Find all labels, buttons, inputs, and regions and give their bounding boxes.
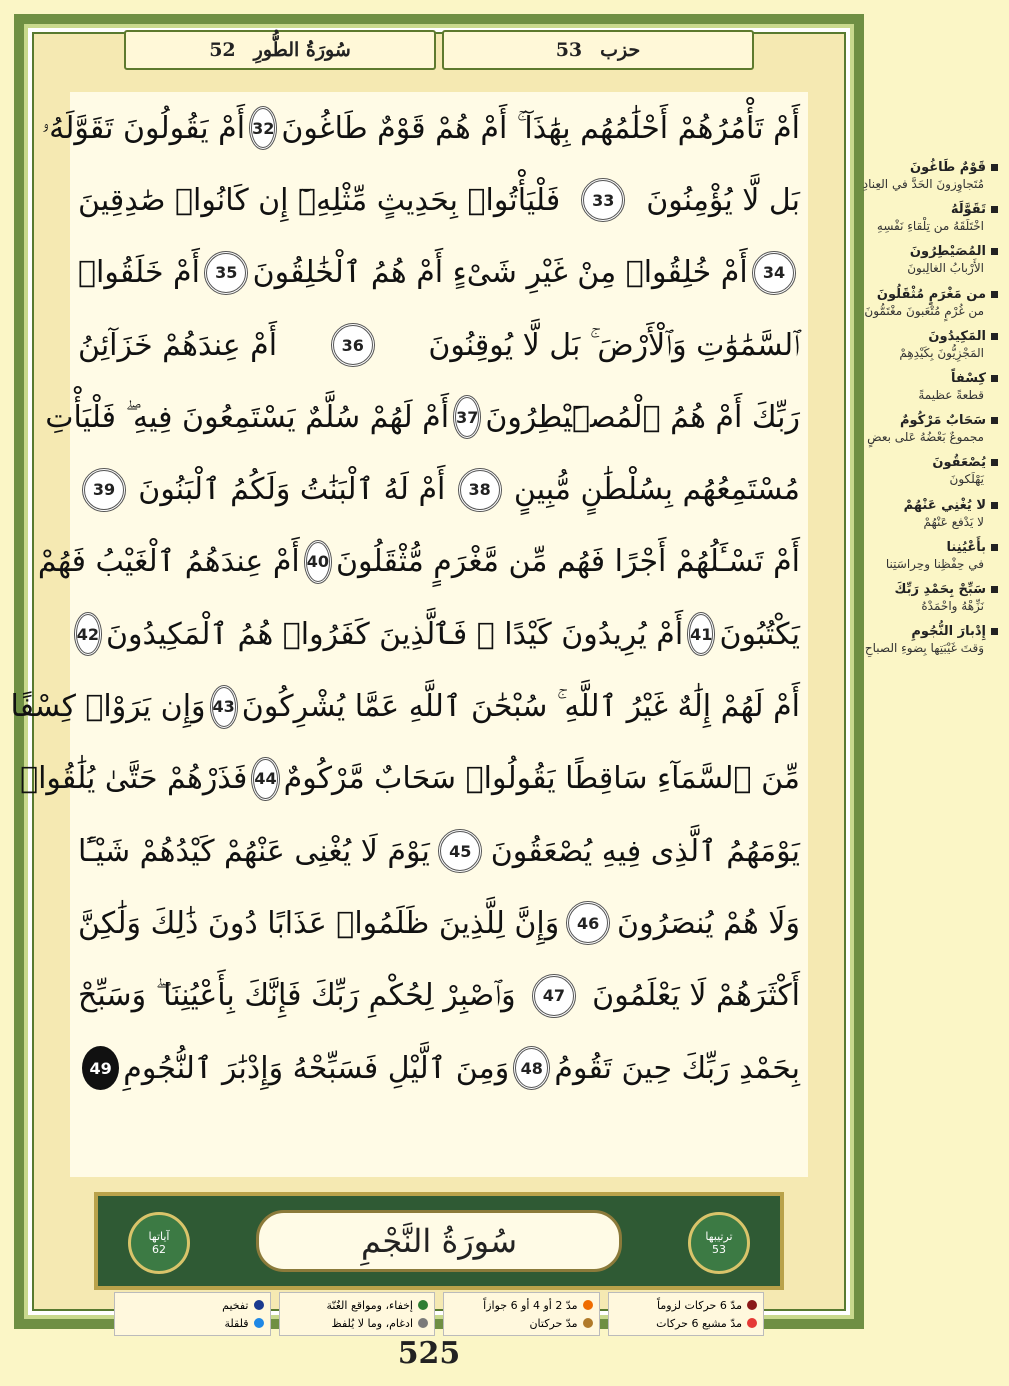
ayah-marker-icon: 38	[458, 468, 502, 512]
glossary-entry	[858, 498, 998, 532]
color-dot-icon	[418, 1318, 428, 1328]
next-surah-title: سُورَةُ النَّجْمِ	[361, 1222, 517, 1260]
verse-line	[70, 887, 808, 959]
verse-text: بِحَمْدِ رَبِّكَ حِينَ تَقُومُ	[554, 1050, 800, 1086]
legend-col-4	[114, 1292, 271, 1336]
glossary-entry	[858, 455, 998, 489]
glossary-meaning: في حِفْظِنا وحِراسَتِنا	[885, 556, 984, 571]
ayah-count-medallion	[128, 1212, 190, 1274]
glossary-entry	[858, 624, 998, 658]
verse-text: فَلْيَأْتُوا۟ بِحَدِيثٍ مِّثْلِهِۦٓ إِن كَانُوا۟ صَٰدِقِينَ	[78, 182, 561, 218]
glossary-meaning: يَهْلَكونَ	[949, 472, 984, 487]
verse-text: أَمْ يَقُولُونَ تَقَوَّلَهُۥ	[41, 110, 246, 146]
glossary-entry	[858, 202, 998, 236]
glossary-entry	[858, 329, 998, 363]
legend-col-3	[279, 1292, 436, 1336]
surah-header-box	[124, 30, 436, 70]
glossary-word: بأَعْيُنِنا	[858, 540, 998, 555]
verse-text: أَمْ لَهُمْ سُلَّمٌ يَسْتَمِعُونَ فِيهِ ۖ فَلْيَأْتِ	[45, 399, 450, 435]
glossary-meaning: وَقتَ غَيْبَتِها بِضوءِ الصباحِ	[864, 641, 984, 656]
verse-line	[10, 670, 808, 742]
glossary-meaning: لا يَدْفع عَنْهُمْ	[923, 514, 984, 529]
glossary-entry	[858, 244, 998, 278]
glossary-word: من مَغْرَمٍ مُثْقَلُونَ	[858, 287, 998, 302]
verse-text: مُسْتَمِعُهُم بِسُلْطَٰنٍ مُّبِينٍ	[513, 472, 800, 508]
verse-text: ٱلسَّمَٰوَٰتِ وَٱلْأَرْضَ ۚ بَل لَّا يُوقِنُونَ	[428, 327, 800, 363]
verse-text: وَلَا هُمْ يُنصَرُونَ	[617, 905, 800, 941]
verse-text: أَكْثَرَهُمْ لَا يَعْلَمُونَ	[592, 978, 800, 1014]
verse-line	[70, 598, 808, 670]
verse-text: مِّنَ ٱلسَّمَآءِ سَاقِطًا يَقُولُوا۟ سَحَابٌ مَّرْكُومٌ	[283, 761, 800, 797]
hizb-number: 53	[555, 39, 583, 61]
order-number: 53	[712, 1243, 726, 1256]
legend-label: إخفاء، ومواقع الغُنّة	[326, 1298, 413, 1312]
verse-text: أَمْ لَهُمْ إِلَٰهٌ غَيْرُ ٱللَّهِ ۚ سُبْحَٰنَ ٱللَّهِ عَمَّا يُشْرِكُونَ	[241, 689, 800, 725]
legend-label: مدّ 6 حركات لزوماً	[657, 1298, 742, 1312]
ayah-marker-icon: 45	[438, 829, 482, 873]
color-dot-icon	[583, 1300, 593, 1310]
glossary-word: سَحَابٌ مَرْكُومٌ	[858, 413, 998, 428]
verse-line	[70, 960, 808, 1032]
ayah-marker-icon: 42	[74, 612, 102, 656]
verse-text: أَمْ تَأْمُرُهُمْ أَحْلَٰمُهُم بِهَٰذَآ ۚ أَمْ هُمْ قَوْمٌ طَاغُونَ	[281, 110, 800, 146]
verse-text: أَمْ عِندَهُمُ ٱلْغَيْبُ فَهُمْ	[37, 544, 300, 580]
glossary-meaning: الأَرْبابُ الغالِبونَ	[907, 261, 984, 276]
surah-page-number: 52	[209, 39, 236, 61]
ayah-marker-icon: 37	[453, 395, 481, 439]
ayah-marker-icon: 43	[210, 685, 238, 729]
verse-text: وَٱصْبِرْ لِحُكْمِ رَبِّكَ فَإِنَّكَ بِأَعْيُنِنَا ۖ وَسَبِّحْ	[78, 978, 516, 1014]
surah-name: سُورَةُ الطُّورِ	[253, 39, 351, 61]
glossary-meaning: اخْتَلَقَهُ من تِلْقاءِ نَفْسِهِ	[876, 219, 984, 234]
glossary-entry	[858, 371, 998, 405]
color-dot-icon	[418, 1300, 428, 1310]
glossary-word: تَقَوَّلَهُ	[858, 202, 998, 217]
color-dot-icon	[254, 1318, 264, 1328]
page-frame	[10, 14, 864, 1330]
glossary-meaning: المَجْزِيُّونَ بِكَيْدِهِمْ	[899, 345, 984, 360]
color-dot-icon	[254, 1300, 264, 1310]
ayah-marker-icon: 32	[249, 106, 277, 150]
legend-col-1	[608, 1292, 765, 1336]
surah-banner	[94, 1192, 784, 1290]
glossary-entry	[858, 287, 998, 321]
legend-label: تفخيم	[222, 1298, 249, 1312]
page-header	[124, 30, 754, 70]
glossary-meaning: مُتَجاوِزونَ الحَدَّ في العِنادِ	[862, 177, 984, 191]
quran-text-area	[10, 92, 808, 1177]
glossary-entry	[858, 160, 998, 194]
ayah-count-label: آياتها	[148, 1229, 170, 1243]
verse-text: يَوْمَهُمُ ٱلَّذِى فِيهِ يُصْعَقُونَ	[490, 833, 800, 869]
verse-line	[45, 381, 808, 453]
glossary-entry	[858, 413, 998, 447]
glossary-word: إِدْبارَ النُّجُومِ	[858, 624, 998, 639]
glossary-word: قَوْمٌ طَاغُونَ	[858, 160, 998, 175]
legend-label: مدّ 2 أو 4 أو 6 جوازاً	[483, 1298, 578, 1312]
color-dot-icon	[747, 1300, 757, 1310]
ayah-marker-icon: 40	[304, 540, 332, 584]
ayah-marker-icon: 33	[581, 178, 625, 222]
tajweed-legend	[114, 1292, 764, 1336]
color-dot-icon	[583, 1318, 593, 1328]
verse-text: وَإِن يَرَوْا۟ كِسْفًا	[10, 689, 206, 725]
ayah-marker-icon: 49	[82, 1046, 119, 1090]
legend-col-2	[443, 1292, 600, 1336]
page-number: 525	[397, 1336, 461, 1371]
verse-text: أَمْ لَهُ ٱلْبَنَٰتُ وَلَكُمُ ٱلْبَنُونَ	[138, 472, 446, 508]
glossary-word: المُصَيْطِرُونَ	[858, 244, 998, 259]
ayah-marker-icon: 35	[204, 251, 248, 295]
verse-text: بَل لَّا يُؤْمِنُونَ	[646, 182, 800, 218]
glossary-meaning: مجموعٌ بَعْضُهُ عَلى بعضٍ	[867, 430, 984, 445]
legend-label: قلقلة	[224, 1316, 249, 1330]
verse-text: رَبِّكَ أَمْ هُمُ ٱلْمُصَۣيْطِرُونَ	[485, 399, 800, 435]
glossary-meaning: نَزِّهْهُ واحْمَدْهُ	[921, 598, 984, 613]
glossary-meaning: من غُرْمٍ مُتْعَبونَ مغْتَمُّونَ	[864, 303, 984, 318]
verse-line	[70, 164, 808, 236]
glossary-word: لا يُغْنِي عَنْهُمْ	[858, 498, 998, 513]
color-dot-icon	[747, 1318, 757, 1328]
verse-text: أَمْ خَلَقُوا۟	[78, 255, 200, 291]
verse-line	[70, 237, 808, 309]
glossary-word: يُصْعَقُونَ	[858, 455, 998, 470]
ayah-marker-icon: 46	[566, 901, 610, 945]
ayah-marker-icon: 47	[532, 974, 576, 1018]
glossary-word: كِسْفاً	[858, 371, 998, 386]
ayah-marker-icon: 34	[752, 251, 796, 295]
verse-text: فَذَرْهُمْ حَتَّىٰ يُلَٰقُوا۟	[20, 761, 248, 797]
glossary-sidebar	[858, 160, 998, 1346]
ayah-marker-icon: 41	[687, 612, 715, 656]
glossary-meaning: قطعةً عظيمةً	[918, 387, 984, 402]
glossary-entry	[858, 540, 998, 574]
verse-line	[70, 815, 808, 887]
order-label: ترتيبها	[705, 1229, 733, 1243]
legend-label: مدّ مشبع 6 حركات	[656, 1316, 742, 1330]
legend-label: ادغام، وما لا يُلفظ	[331, 1316, 413, 1330]
glossary-word: سَبِّحْ بِحَمْدِ رَبِّكَ	[858, 582, 998, 597]
verse-line	[70, 453, 808, 525]
verse-line	[70, 1032, 808, 1104]
verse-text: أَمْ خُلِقُوا۟ مِنْ غَيْرِ شَىْءٍ أَمْ هُمُ ٱلْخَٰلِقُونَ	[252, 255, 748, 291]
verse-text: يَوْمَ لَا يُغْنِى عَنْهُمْ كَيْدُهُمْ شَيْـًٔا	[78, 833, 430, 869]
surah-title-cartouche	[256, 1210, 622, 1272]
ayah-count-number: 62	[152, 1243, 166, 1256]
glossary-word: المَكِيدُونَ	[858, 329, 998, 344]
verse-line	[41, 92, 808, 164]
ayah-marker-icon: 39	[82, 468, 126, 512]
verse-line	[70, 309, 808, 381]
verse-text: يَكْتُبُونَ	[719, 616, 800, 652]
ayah-marker-icon: 36	[331, 323, 375, 367]
verse-text: وَإِنَّ لِلَّذِينَ ظَلَمُوا۟ عَذَابًا دُونَ ذَٰلِكَ وَلَٰكِنَّ	[78, 905, 560, 941]
verse-line	[20, 743, 808, 815]
verse-text: أَمْ تَسْـَٔلُهُمْ أَجْرًا فَهُم مِّن مَّغْرَمٍ مُّثْقَلُونَ	[336, 544, 800, 580]
ayah-marker-icon: 48	[513, 1046, 550, 1090]
legend-label: مدّ حركتان	[529, 1316, 578, 1330]
surah-order-medallion	[688, 1212, 750, 1274]
glossary-entry	[858, 582, 998, 616]
ayah-marker-icon: 44	[251, 757, 279, 801]
verse-line	[37, 526, 808, 598]
hizb-label: حزب	[600, 39, 641, 61]
verse-text: وَمِنَ ٱلَّيْلِ فَسَبِّحْهُ وَإِدْبَٰرَ ٱلنُّجُومِ	[123, 1050, 510, 1086]
verse-text: أَمْ يُرِيدُونَ كَيْدًا ۖ فَٱلَّذِينَ كَفَرُوا۟ هُمُ ٱلْمَكِيدُونَ	[106, 616, 684, 652]
hizb-header-box	[442, 30, 754, 70]
verse-text: أَمْ عِندَهُمْ خَزَآئِنُ	[78, 327, 278, 363]
